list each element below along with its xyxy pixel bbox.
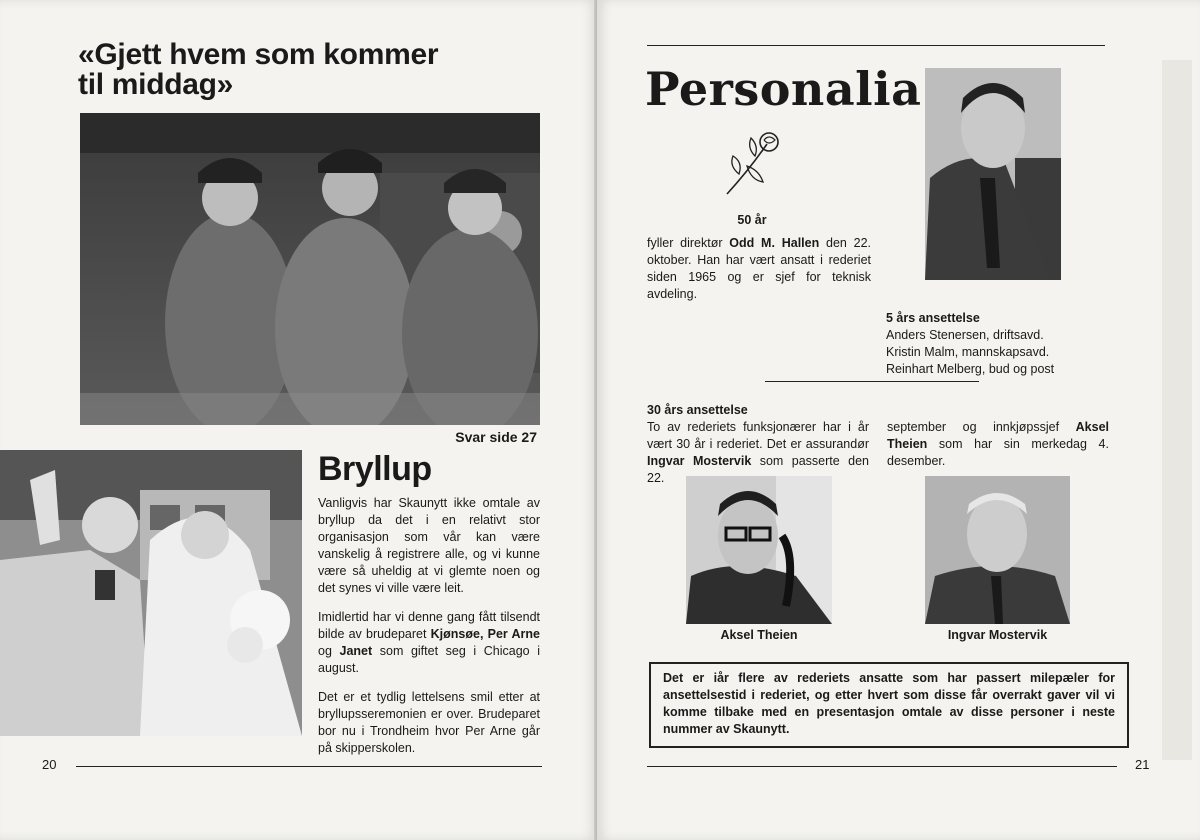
couple-names: Kjønsøe, Per Arne xyxy=(430,627,540,641)
five-years-line-1: Anders Stenersen, driftsavd. xyxy=(886,328,1044,342)
page-number-right: 21 xyxy=(1135,757,1150,772)
section-divider xyxy=(765,381,979,382)
thirty-col1-text-1: To av rederiets funksjonærer har i år vært 30 år i rederiet. Det er assurandør xyxy=(647,420,869,451)
employee-mostervik: Ingvar Mostervik xyxy=(647,454,752,468)
costume-group-photo xyxy=(80,113,540,425)
footer-rule-left xyxy=(76,766,542,767)
birthday-text xyxy=(647,235,871,303)
five-years-heading: 5 års ansettelse xyxy=(886,311,980,325)
employee-theien: Aksel Theien xyxy=(887,420,1109,451)
wedding-paragraph-1: Vanligvis har Skaunytt ikke omtale av bryllup da det i en relativt stor organisasjon som vår kan være vanskelig å registrere alle, og vi kunne være så uheldig at vi glemte noen og det synes vi ville være leit. xyxy=(318,496,540,595)
wedding-p2-text-2: og xyxy=(318,644,340,658)
headline-line-2: til middag» xyxy=(78,68,234,101)
thirty-col2-text-2: som har sin merkedag 4. desember. xyxy=(887,437,1109,468)
thirty-col2-text-1: september og innkjøpssjef xyxy=(887,420,1076,434)
page-number-left: 20 xyxy=(42,757,57,772)
wedding-paragraph-2 xyxy=(318,609,540,677)
birthday-heading: 50 år xyxy=(737,213,767,227)
wedding-article xyxy=(318,495,540,769)
announcement-box: Det er iår flere av rederiets ansatte som har passert milepæler for ansettelsestid i rederiet, og etter hvert som disse får overrakt gaver vil vi komme tilbake med en presentasjon omtale av disse personer i neste nummer av Skaunytt. xyxy=(649,662,1129,748)
headline-line-1: «Gjett hvem som kommer xyxy=(78,38,439,71)
caption-ingvar-mostervik: Ingvar Mostervik xyxy=(947,628,1048,642)
top-rule-right xyxy=(647,45,1105,46)
wedding-p2-text-1: Imidlertid har vi denne gang fått tilsendt bilde av brudeparet xyxy=(318,610,540,641)
thirty-years-heading: 30 års ansettelse xyxy=(647,403,748,417)
page-title: Personalia xyxy=(645,62,922,116)
headline xyxy=(78,40,438,100)
wedding-paragraph-3: Det er et tydlig lettelsens smil etter at bryllupsseremonien er over. Brudeparet bor nu i Trondheim hvor Per Arne går på skipperskolen. xyxy=(318,690,540,755)
caption-aksel-theien: Aksel Theien xyxy=(720,628,798,642)
wedding-p2-text-3: som giftet seg i Chicago i august. xyxy=(318,644,540,675)
birthday-person: Odd M. Hallen xyxy=(729,236,820,250)
left-page xyxy=(0,0,597,840)
birthday-text-1: fyller direktør xyxy=(647,236,730,250)
birthday-text-2: den 22. oktober. Han har vært ansatt i rederiet siden 1965 og er sjef for teknisk avdeling. xyxy=(647,236,872,301)
five-years-block xyxy=(886,310,1116,378)
wedding-photo xyxy=(0,450,302,736)
five-years-line-3: Reinhart Melberg, bud og post xyxy=(886,362,1055,376)
portrait-aksel-theien xyxy=(686,476,832,624)
footer-rule-right xyxy=(647,766,1117,767)
thirty-years-col1 xyxy=(647,402,869,487)
right-page xyxy=(597,0,1200,840)
five-years-line-2: Kristin Malm, mannskapsavd. xyxy=(886,345,1050,359)
thirty-years-col2 xyxy=(887,419,1109,470)
portrait-odd-hallen xyxy=(925,68,1061,280)
wedding-title: Bryllup xyxy=(318,450,432,488)
answer-note: Svar side 27 xyxy=(455,429,537,445)
rose-icon xyxy=(719,130,791,198)
portrait-ingvar-mostervik xyxy=(925,476,1070,624)
thirty-col1-text-2: som passerte den 22. xyxy=(647,454,869,485)
bride-name: Janet xyxy=(339,644,373,658)
